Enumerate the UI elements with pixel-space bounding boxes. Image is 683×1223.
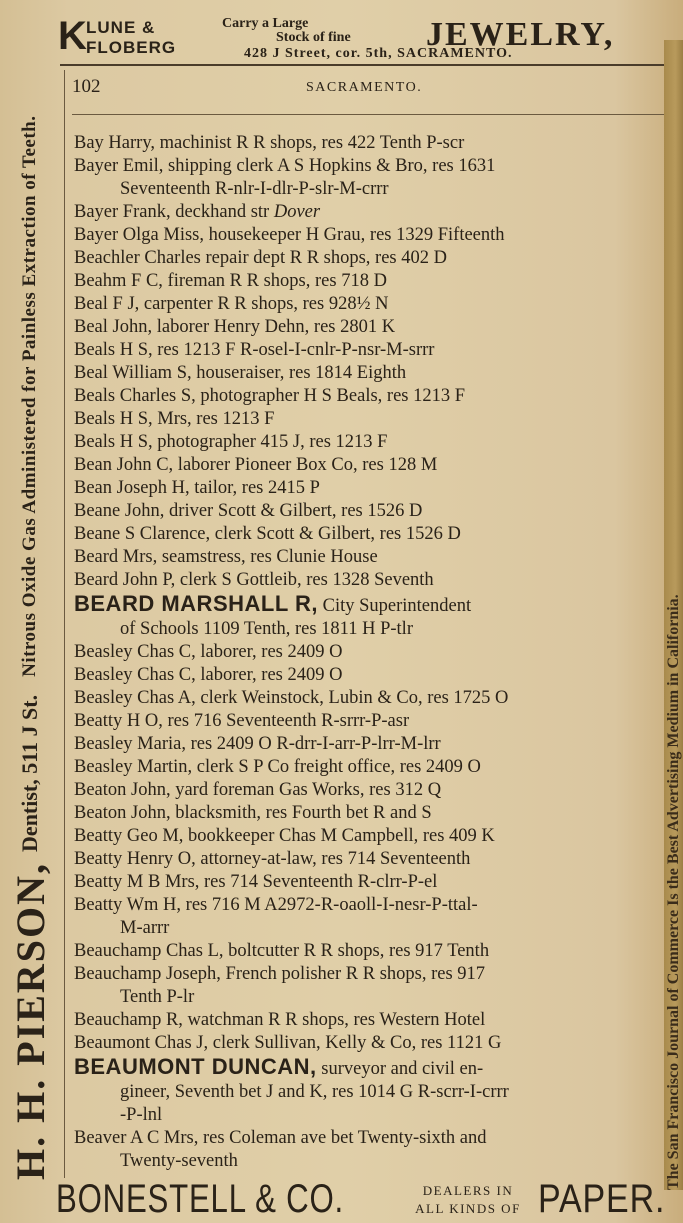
directory-entry — [74, 385, 666, 408]
entry-text: Beane John, driver Scott & Gilbert, res 1526 D — [74, 501, 423, 521]
directory-entry — [74, 756, 666, 779]
entry-text: Beasley Chas A, clerk Weinstock, Lubin & Co, res 1725 O — [74, 688, 509, 708]
entry-text: Beatty M B Mrs, res 714 Seventeenth R-clrr-P-el — [74, 872, 438, 892]
entry-text: Beatty Wm H, res 716 M A2972-R-oaoll-I-nesr-P-ttal- — [74, 895, 478, 915]
directory-entry — [74, 687, 666, 710]
directory-entry — [74, 454, 666, 477]
directory-entry — [74, 132, 666, 155]
directory-entry — [74, 1009, 666, 1032]
entry-text: Bayer Olga Miss, housekeeper H Grau, res 1329 Fifteenth — [74, 225, 505, 245]
directory-entry — [74, 1055, 666, 1104]
entry-text: Bean Joseph H, tailor, res 2415 P — [74, 478, 320, 498]
directory-entry — [74, 293, 666, 316]
entry-continuation: of Schools 1109 Tenth, res 1811 H P-tlr — [120, 619, 413, 639]
right-spine-advertisement — [664, 40, 683, 1190]
top-divider — [60, 64, 670, 66]
directory-entry — [74, 894, 666, 940]
entry-text: Bayer Frank, deckhand str — [74, 202, 274, 222]
entry-continuation: M-arrr — [120, 918, 170, 938]
entry-text: Beauchamp Joseph, French polisher R R shops, res 917 — [74, 964, 486, 984]
directory-entry — [74, 316, 666, 339]
directory-entry — [74, 710, 666, 733]
directory-entry — [74, 825, 666, 848]
right-spine-text: The San Francisco Journal of Commerce Is the Best Advertising Medium in California. — [665, 594, 682, 1190]
entry-text: BEAUMONT DUNCAN, — [74, 1055, 317, 1079]
entry-text: Beaton John, yard foreman Gas Works, res 312 Q — [74, 780, 442, 800]
left-ad-middle: Dentist, 511 J St. — [17, 694, 42, 852]
entry-text: Beard Mrs, seamstress, res Clunie House — [74, 547, 378, 567]
entry-text: Beauchamp Chas L, boltcutter R R shops, res 917 Tenth — [74, 941, 490, 961]
ad-firm-line2: FLOBERG — [86, 38, 177, 57]
directory-entry — [74, 1104, 666, 1127]
entry-text: Beauchamp R, watchman R R shops, res Western Hotel — [74, 1010, 486, 1030]
directory-entry — [74, 155, 666, 201]
entry-continuation: Tenth P-lr — [120, 987, 195, 1007]
directory-entry — [74, 848, 666, 871]
directory-entry — [74, 940, 666, 963]
entry-text: Beatty Henry O, attorney-at-law, res 714 Seventeenth — [74, 849, 471, 869]
directory-entry — [74, 270, 666, 293]
entry-text: Beatty H O, res 716 Seventeenth R-srrr-P-asr — [74, 711, 410, 731]
directory-entry — [74, 500, 666, 523]
ad-k-letter: K — [58, 14, 87, 58]
entry-text: Bayer Emil, shipping clerk A S Hopkins & Bro, res 1631 — [74, 156, 496, 176]
entry-text: Bay Harry, machinist R R shops, res 422 Tenth P-scr — [74, 133, 465, 153]
entry-rest: surveyor and civil en- — [316, 1059, 484, 1079]
ad-firm-line1: LUNE & — [86, 18, 156, 37]
bottom-ad-company: BONESTELL & CO. — [56, 1177, 344, 1221]
directory-entry — [74, 546, 666, 569]
bottom-ad-dealers-line1: DEALERS IN — [422, 1183, 514, 1198]
entry-text: Beals H S, photographer 415 J, res 1213 F — [74, 432, 388, 452]
directory-entry — [74, 201, 666, 224]
entry-text: Beal William S, houseraiser, res 1814 Eighth — [74, 363, 407, 383]
entry-rest: City Superintendent — [317, 596, 472, 616]
entry-text: Beasley Martin, clerk S P Co freight office, res 2409 O — [74, 757, 481, 777]
entry-text: Bean John C, laborer Pioneer Box Co, res 128 M — [74, 455, 438, 475]
ad-jewelry-text: JEWELRY, — [426, 16, 615, 53]
entry-text: Beasley Chas C, laborer, res 2409 O — [74, 665, 343, 685]
entry-text: Beals H S, Mrs, res 1213 F — [74, 409, 275, 429]
directory-entry — [74, 431, 666, 454]
directory-entry — [74, 477, 666, 500]
entry-continuation: Seventeenth R-nlr-I-dlr-P-slr-M-crrr — [120, 179, 389, 199]
ad-carry-text: Carry a Large — [222, 16, 309, 31]
bottom-advertisement — [56, 1176, 664, 1222]
top-advertisement — [56, 12, 668, 64]
header-divider — [72, 114, 664, 115]
directory-entry — [74, 247, 666, 270]
entry-text: Beaver A C Mrs, res Coleman ave bet Twenty-sixth and — [74, 1128, 487, 1148]
entry-continuation: Twenty-seventh — [120, 1151, 238, 1171]
entry-continuation: -P-lnl — [120, 1105, 163, 1125]
left-ad-tail: Nitrous Oxide Gas Administered for Painless Extraction of Teeth. — [19, 115, 40, 677]
directory-listing — [74, 132, 666, 1173]
directory-entry — [74, 779, 666, 802]
left-ad-name: H. H. PIERSON, — [7, 861, 53, 1180]
directory-entry — [74, 963, 666, 1009]
directory-entry — [74, 641, 666, 664]
entry-text: Beals H S, res 1213 F R-osel-I-cnlr-P-nsr-M-srrr — [74, 340, 435, 360]
entry-text: Beachler Charles repair dept R R shops, res 402 D — [74, 248, 447, 268]
entry-text: Beaumont Chas J, clerk Sullivan, Kelly & Co, res 1121 G — [74, 1033, 502, 1053]
bottom-ad-dealers-line2: ALL KINDS OF — [415, 1201, 521, 1216]
directory-entry — [74, 733, 666, 756]
entry-text: Beasley Maria, res 2409 O R-drr-I-arr-P-lrr-M-lrr — [74, 734, 441, 754]
directory-entry — [74, 339, 666, 362]
directory-entry — [74, 1127, 666, 1173]
directory-entry — [74, 569, 666, 592]
entry-text: Beahm F C, fireman R R shops, res 718 D — [74, 271, 387, 291]
bottom-ad-dealers — [408, 1182, 528, 1218]
directory-entry — [74, 664, 666, 687]
directory-entry — [74, 408, 666, 431]
directory-entry — [74, 523, 666, 546]
ad-address: 428 J Street, cor. 5th, SACRAMENTO. — [244, 46, 513, 61]
entry-text: Beatty Geo M, bookkeeper Chas M Campbell, res 409 K — [74, 826, 495, 846]
directory-entry — [74, 224, 666, 247]
directory-entry — [74, 592, 666, 641]
entry-text: BEARD MARSHALL R, — [74, 592, 318, 616]
directory-entry — [74, 1032, 666, 1055]
bottom-ad-paper: PAPER. — [538, 1177, 666, 1221]
running-head: SACRAMENTO. — [306, 80, 423, 95]
entry-text: Beane S Clarence, clerk Scott & Gilbert, res 1526 D — [74, 524, 461, 544]
entry-text: Beal John, laborer Henry Dehn, res 2801 K — [74, 317, 396, 337]
left-divider — [64, 70, 65, 1178]
entry-text: Beal F J, carpenter R R shops, res 928½ N — [74, 294, 389, 314]
entry-continuation: gineer, Seventh bet J and K, res 1014 G R-scrr-I-crrr — [120, 1082, 509, 1102]
entry-text: Beard John P, clerk S Gottleib, res 1328 Seventh — [74, 570, 434, 590]
left-advertisement — [0, 70, 60, 1180]
entry-italic: Dover — [273, 202, 321, 222]
directory-entry — [74, 802, 666, 825]
entry-text: Beaton John, blacksmith, res Fourth bet R and S — [74, 803, 432, 823]
directory-entry — [74, 362, 666, 385]
entry-text: Beals Charles S, photographer H S Beals, res 1213 F — [74, 386, 466, 406]
directory-entry — [74, 871, 666, 894]
page-number: 102 — [72, 76, 101, 97]
ad-stock-text: Stock of fine — [276, 30, 351, 45]
entry-text: Beasley Chas C, laborer, res 2409 O — [74, 642, 343, 662]
